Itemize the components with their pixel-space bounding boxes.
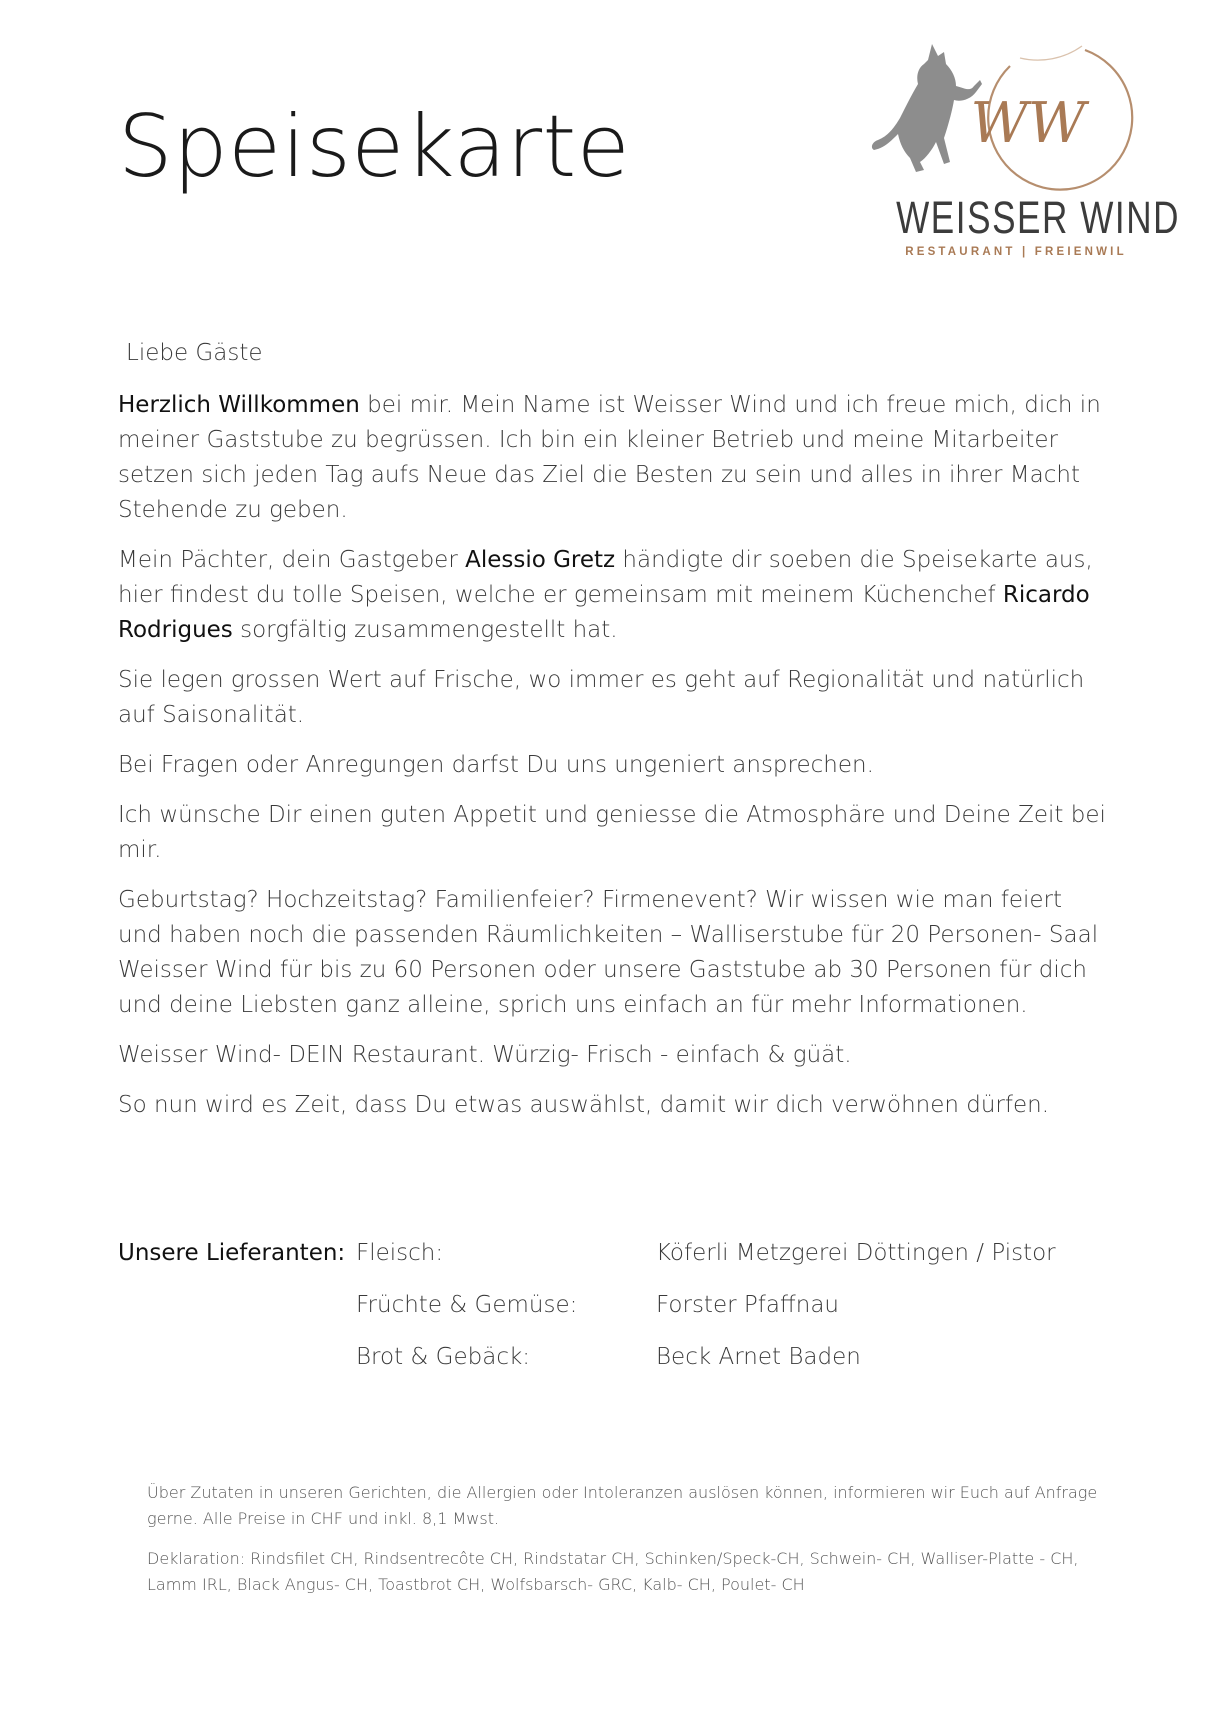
events-paragraph: Geburtstag? Hochzeitstag? Familienfeier? Firmenevent? Wir wissen wie man feiert und haben noch die passenden Räumlichkeiten – Walliserstube für 20 Personen- Saal Weisser Wind für bis zu 60 Personen oder unsere Gaststube ab 30 Personen für dich und deine Liebsten ganz alleine, sprich uns einfach an für mehr Informationen. <box>118 887 1099 1018</box>
footer-notes <box>147 1480 1107 1612</box>
supplier-name: Beck Arnet Baden <box>656 1344 861 1370</box>
freshness-paragraph: Sie legen grossen Wert auf Frische, wo immer es geht auf Regionalität und natürlich auf Saisonalität. <box>118 667 1085 728</box>
restaurant-logo <box>860 30 1181 270</box>
questions-paragraph: Bei Fragen oder Anregungen darfst Du uns ungeniert ansprechen. <box>118 752 874 778</box>
supplier-row <box>118 1240 1118 1292</box>
chef-name: Ricardo Rodrigues <box>118 582 1090 643</box>
closing-paragraph: So nun wird es Zeit, dass Du etwas auswählst, damit wir dich verwöhnen dürfen. <box>118 1092 1050 1118</box>
supplier-category: Fleisch: <box>356 1240 444 1266</box>
logo-subtitle: RESTAURANT | FREIENWIL <box>905 246 1127 258</box>
page-title: Speisekarte <box>118 97 631 197</box>
slogan-paragraph: Weisser Wind- DEIN Restaurant. Würzig- Frisch - einfach & güät. <box>118 1042 852 1068</box>
welcome-heading: Herzlich Willkommen <box>118 392 360 418</box>
cat-leaping-icon <box>860 30 1160 200</box>
allergy-note: Über Zutaten in unseren Gerichten, die Allergien oder Intoleranzen auslösen können, informieren wir Euch auf Anfrage gerne. Alle Preise in CHF und inkl. 8,1 Mwst. <box>147 1483 1098 1528</box>
declaration-note: Deklaration: Rindsfilet CH, Rindsentrecôte CH, Rindstatar CH, Schinken/Speck-CH, Schwein- CH, Walliser-Platte - CH, Lamm IRL, Black Angus- CH, Toastbrot CH, Wolfsbarsch- GRC, Kalb- CH, Poulet- CH <box>147 1549 1079 1594</box>
supplier-row <box>118 1292 1118 1344</box>
host-paragraph <box>118 543 1108 648</box>
suppliers-section <box>118 1240 1118 1396</box>
suppliers-heading: Unsere Lieferanten: <box>118 1240 346 1266</box>
logo-name: WEISSER WIND <box>896 192 1181 243</box>
host-text-a: Mein Pächter, dein Gastgeber <box>118 547 466 573</box>
supplier-category: Früchte & Gemüse: <box>356 1292 578 1318</box>
supplier-row <box>118 1344 1118 1396</box>
host-name: Alessio Gretz <box>465 547 616 573</box>
welcome-paragraph <box>118 388 1108 528</box>
welcome-text: bei mir. Mein Name ist Weisser Wind und ich freue mich, dich in meiner Gaststube zu begrüssen. Ich bin ein kleiner Betrieb und meine Mitarbeiter setzen sich jeden Tag aufs Neue das Ziel die Besten zu sein und alles in ihrer Macht Stehende zu geben. <box>118 392 1101 523</box>
greeting: Liebe Gäste <box>126 340 263 366</box>
supplier-category: Brot & Gebäck: <box>356 1344 531 1370</box>
intro-text <box>118 336 1108 1138</box>
supplier-name: Forster Pfaffnau <box>656 1292 840 1318</box>
supplier-name: Köferli Metzgerei Döttingen / Pistor <box>656 1240 1056 1266</box>
appetite-paragraph: Ich wünsche Dir einen guten Appetit und geniesse die Atmosphäre und Deine Zeit bei mir. <box>118 802 1106 863</box>
logo-monogram: WW <box>970 91 1086 156</box>
host-text-b: händigte dir soeben die Speisekarte aus, hier findest du tolle Speisen, welche er gemeinsam mit meinem Küchenchef <box>118 547 1093 608</box>
host-text-c: sorgfältig zusammengestellt hat. <box>232 617 618 643</box>
